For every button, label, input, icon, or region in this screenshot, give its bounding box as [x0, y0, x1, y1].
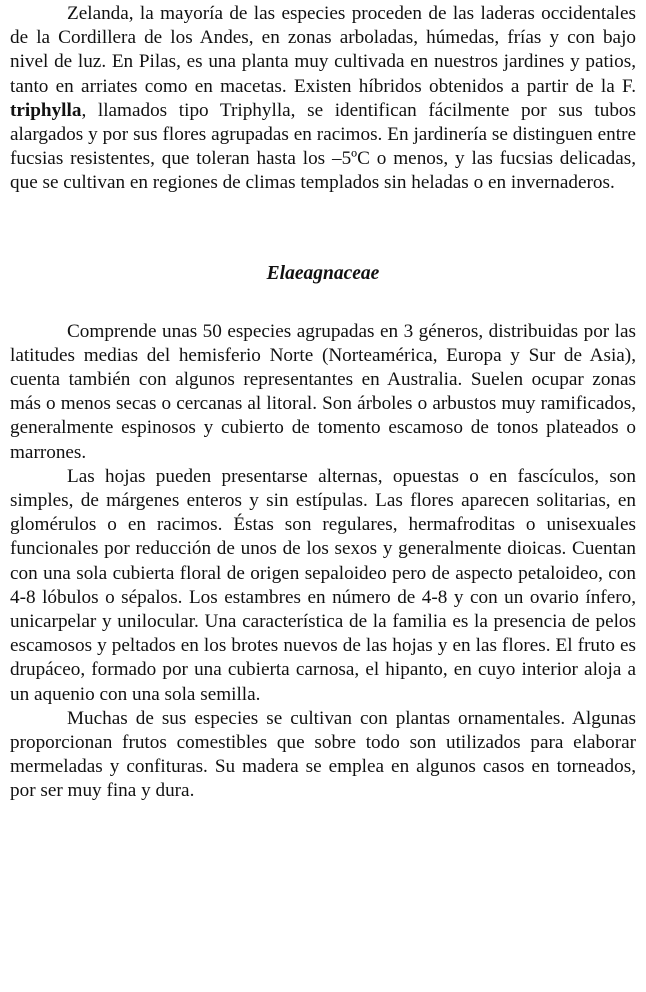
body-paragraph-2: Las hojas pueden presentarse alternas, opuestas o en fascículos, son simples, de márgenes enteros y sin estípulas. Las flores aparecen solitarias, en glomérulos o en racimos. Éstas son regulares, hermafroditas o unisexuales funcionales por reducción de unos de los sexos y generalmente dioicas. Cuentan con una sola cubierta floral de origen sepaloideo pero de aspecto petaloideo, con 4-8 lóbulos o sépalos. Los estambres en número de 4-8 y con un ovario ínfero, unicarpelar y unilocular. Una característica de la familia es la presencia de pelos escamosos y peltados en los brotes nuevos de las hojas y en las flores. El fruto es drupáceo, formado por una cubierta carnosa, el hipanto, en cuyo interior aloja a un aquenio con una sola semilla.: [10, 465, 636, 705]
body-paragraph-1: Comprende unas 50 especies agrupadas en 3 géneros, distribuidas por las latitudes medias del hemisferio Norte (Norteamérica, Europa y Sur de Asia), cuenta también con algunos representantes en Australia. Suelen ocupar zonas más o menos secas o cercanas al litoral. Son árboles o arbustos muy ramificados, generalmente espinosos y cubierto de tomento escamoso de tonos plateados o marrones.: [10, 320, 636, 463]
section-heading: Elaeagnaceae: [266, 262, 380, 284]
body-paragraph-3: Muchas de sus especies se cultivan con plantas ornamentales. Algunas proporcionan frutos comestibles que sobre todo son utilizados para elaborar mermeladas y confituras. Su madera se emplea en algunos casos en torneados, por ser muy fina y dura.: [10, 707, 636, 802]
document-page: [10, 2, 636, 804]
intro-text-start: Zelanda, la mayoría de las especies proceden de las laderas occidentales de la Cordillera de los Andes, en zonas arboladas, húmedas, frías y con bajo nivel de luz. En Pilas, es una planta muy cultivada en nuestros jardines y patios, tanto en arriates como en macetas. Existen híbridos obtenidos a partir de la F.: [10, 3, 636, 97]
intro-paragraph: [10, 2, 636, 196]
species-name-bold: triphylla: [10, 99, 82, 121]
heading-spacer: [10, 286, 636, 320]
section-spacer: [10, 196, 636, 262]
intro-text-end: , llamados tipo Triphylla, se identifican fácilmente por sus tubos alargados y por sus flores agrupadas en racimos. En jardinería se distinguen entre fucsias resistentes, que toleran hasta los –5ºC o menos, y las fucsias delicadas, que se cultivan en regiones de climas templados sin heladas o en invernaderos.: [10, 99, 636, 194]
